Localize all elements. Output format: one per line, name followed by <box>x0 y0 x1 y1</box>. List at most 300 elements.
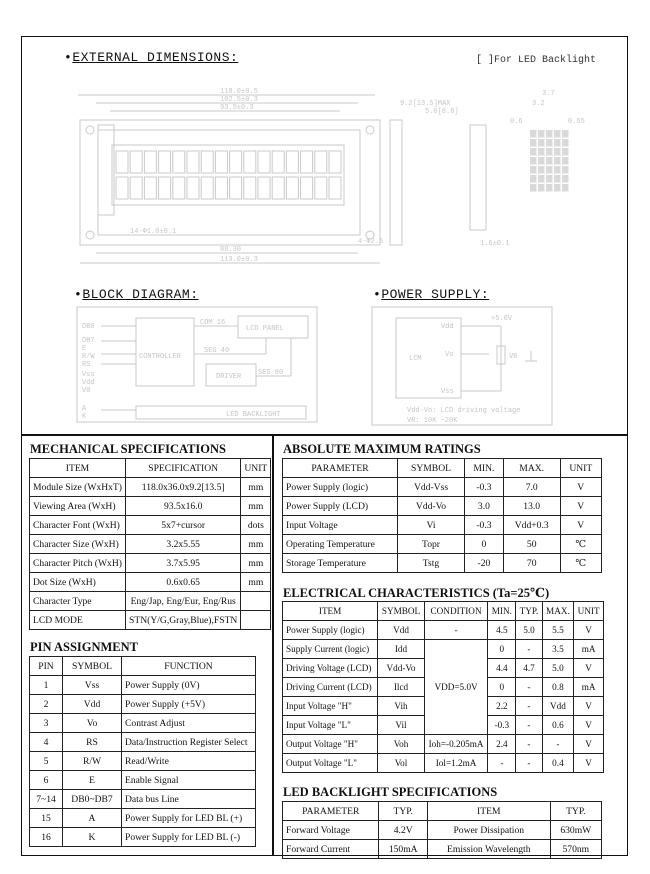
character-dot <box>538 157 545 165</box>
table-cell: - <box>516 678 542 697</box>
power-supply-title: •POWER SUPPLY: <box>373 287 490 302</box>
table-cell: 7~14 <box>30 790 63 809</box>
lcd-panel-label: LCD PANEL <box>246 325 284 333</box>
character-dot <box>546 184 553 192</box>
table-cell: - <box>516 735 542 754</box>
character-dot <box>554 139 561 147</box>
backlight-note: [ ]For LED Backlight <box>476 55 597 66</box>
col-unit: UNIT <box>241 459 271 478</box>
table-cell: 50 <box>503 535 560 554</box>
table-row <box>30 828 256 847</box>
character-dot <box>554 175 561 183</box>
table-row <box>283 535 602 554</box>
character-cell <box>116 151 128 173</box>
table-cell: Contrast Adjust <box>122 714 256 733</box>
character-cell <box>286 151 298 173</box>
table-cell: 3 <box>30 714 63 733</box>
table-cell: Voh <box>378 735 425 754</box>
table-cell: Vdd+0.3 <box>503 516 560 535</box>
character-cell <box>201 151 213 173</box>
character-cell <box>215 177 227 199</box>
col-symbol: SYMBOL <box>398 459 465 478</box>
character-dot-detail <box>530 130 569 192</box>
col-min: MIN. <box>488 602 516 621</box>
table-cell: Module Size (WxHxT) <box>30 478 126 497</box>
character-dot <box>538 175 545 183</box>
power-supply-diagram <box>371 306 556 428</box>
table-cell: -20 <box>465 554 504 573</box>
electrical-title: ELECTRICAL CHARACTERISTICS (Ta=25℃) <box>283 586 550 600</box>
table-cell: V <box>574 697 604 716</box>
mechanical-specs-title: MECHANICAL SPECIFICATIONS <box>30 442 226 456</box>
table-cell: dots <box>241 516 271 535</box>
col-item: ITEM <box>283 602 378 621</box>
pin-db7: DB7 <box>82 337 95 345</box>
table-cell: -0.3 <box>465 478 504 497</box>
table-cell: Power Supply (logic) <box>283 621 378 640</box>
table-cell: K <box>63 828 122 847</box>
table-cell: 2.2 <box>488 697 516 716</box>
character-dot <box>530 157 537 165</box>
absolute-max-title: ABSOLUTE MAXIMUM RATINGS <box>283 442 481 456</box>
table-cell: 93.5x16.0 <box>126 497 241 516</box>
table-row <box>30 752 256 771</box>
table-cell: Vdd <box>378 621 425 640</box>
col-item: ITEM <box>427 802 550 821</box>
dim-bezel-height: 5.0[8.8] <box>425 108 459 116</box>
table-row <box>283 621 604 640</box>
table-cell: Character Type <box>30 592 126 611</box>
character-dot <box>530 175 537 183</box>
col-typ: TYP. <box>516 602 542 621</box>
table-cell: mm <box>241 573 271 592</box>
character-dot <box>562 157 569 165</box>
col-parameter: PARAMETER <box>283 802 379 821</box>
table-cell: Idd <box>378 640 425 659</box>
table-row <box>30 573 271 592</box>
character-dot <box>562 184 569 192</box>
col-pin: PIN <box>30 657 63 676</box>
table-cell: 4.2V <box>379 821 427 840</box>
table-cell: Input Voltage "H" <box>283 697 378 716</box>
table-cell: - <box>488 754 516 773</box>
character-cell <box>159 177 171 199</box>
table-row <box>30 809 256 828</box>
character-dot <box>546 130 553 138</box>
column-divider <box>272 434 274 856</box>
table-cell: Data/Instruction Register Select <box>122 733 256 752</box>
character-cell <box>272 151 284 173</box>
electrical-table <box>282 601 604 773</box>
lcd-character-cells <box>116 151 341 199</box>
pin-rs: RS <box>82 361 91 369</box>
pin-v0: V0 <box>82 387 91 395</box>
table-cell: 2.4 <box>488 735 516 754</box>
table-cell: Vss <box>63 676 122 695</box>
table-cell: Power Supply (0V) <box>122 676 256 695</box>
character-cell <box>301 177 313 199</box>
table-cell: Vi <box>398 516 465 535</box>
pin-vdd: Vdd <box>82 379 95 387</box>
character-cell <box>116 177 128 199</box>
character-dot <box>546 166 553 174</box>
absolute-max-table <box>282 458 602 573</box>
table-cell: Dot Size (WxH) <box>30 573 126 592</box>
table-row <box>30 676 256 695</box>
table-cell: Power Supply (LCD) <box>283 497 398 516</box>
table-cell: 3.0 <box>465 497 504 516</box>
table-cell: Vol <box>378 754 425 773</box>
table-cell: R/W <box>63 752 122 771</box>
table-cell: V <box>574 754 604 773</box>
table-cell: 6 <box>30 771 63 790</box>
table-row <box>283 840 602 859</box>
dim-pcb-thickness: 1.6±0.1 <box>480 240 510 248</box>
character-cell <box>286 177 298 199</box>
table-row <box>30 478 271 497</box>
character-cell <box>215 151 227 173</box>
character-cell <box>258 177 270 199</box>
table-cell: Iol=1.2mA <box>424 754 488 773</box>
table-cell: Vdd-Vo <box>378 659 425 678</box>
character-dot <box>562 148 569 156</box>
table-row <box>283 754 604 773</box>
table-cell <box>241 611 271 630</box>
col-max: MAX. <box>503 459 560 478</box>
seg40-label: SEG 40 <box>204 347 230 355</box>
pin-a: A <box>82 405 87 413</box>
dim-pin-holes: 14-Φ1.0±0.1 <box>130 228 177 236</box>
table-cell: Eng/Jap, Eng/Eur, Eng/Rus <box>126 592 241 611</box>
table-row <box>30 535 271 554</box>
col-symbol: SYMBOL <box>378 602 425 621</box>
table-row <box>283 554 602 573</box>
dim-dot-width: 0.6 <box>510 118 523 126</box>
character-dot <box>530 148 537 156</box>
table-row <box>283 478 602 497</box>
table-cell: V <box>574 735 604 754</box>
col-unit: UNIT <box>560 459 601 478</box>
table-cell: mm <box>241 478 271 497</box>
table-row <box>283 821 602 840</box>
dim-mount-holes: 4-Φ2.5 <box>358 238 384 246</box>
vr-label: VR <box>509 353 518 361</box>
pin-assignment-table <box>29 656 256 847</box>
led-backlight-label: LED BACKLIGHT <box>226 411 281 419</box>
table-cell: - <box>516 640 542 659</box>
table-cell: Ilcd <box>378 678 425 697</box>
character-dot <box>562 175 569 183</box>
table-cell: V <box>574 716 604 735</box>
table-cell: Vil <box>378 716 425 735</box>
table-cell: 13.0 <box>503 497 560 516</box>
col-symbol: SYMBOL <box>63 657 122 676</box>
table-row <box>30 733 256 752</box>
table-cell: Tstg <box>398 554 465 573</box>
mechanical-specs-table <box>29 458 271 630</box>
table-cell: V <box>560 516 601 535</box>
table-cell: 7.0 <box>503 478 560 497</box>
character-cell <box>301 151 313 173</box>
table-cell: - <box>424 621 488 640</box>
col-typ: TYP. <box>550 802 601 821</box>
col-specification: SPECIFICATION <box>126 459 241 478</box>
table-cell: 4 <box>30 733 63 752</box>
table-cell: ℃ <box>560 535 601 554</box>
dim-overall-width: 118.0±0.5 <box>220 88 258 96</box>
character-cell <box>315 151 327 173</box>
table-cell: RS <box>63 733 122 752</box>
character-cell <box>130 151 142 173</box>
table-cell: Storage Temperature <box>283 554 398 573</box>
character-dot <box>554 130 561 138</box>
seg80-label: SEG 80 <box>258 369 284 377</box>
table-cell: Vo <box>63 714 122 733</box>
table-cell: Topr <box>398 535 465 554</box>
table-cell: Vdd <box>542 697 574 716</box>
pin-vss: Vss <box>82 371 95 379</box>
table-cell: Character Pitch (WxH) <box>30 554 126 573</box>
character-dot <box>554 157 561 165</box>
character-dot <box>562 166 569 174</box>
col-unit: UNIT <box>574 602 604 621</box>
table-cell: Output Voltage "H" <box>283 735 378 754</box>
dim-view-width: 93.5±0.3 <box>220 104 254 112</box>
table-cell: Read/Write <box>122 752 256 771</box>
character-dot <box>554 184 561 192</box>
table-cell: 4.5 <box>488 621 516 640</box>
character-dot <box>554 166 561 174</box>
character-cell <box>244 177 256 199</box>
table-cell: 0.4 <box>542 754 574 773</box>
table-row <box>30 790 256 809</box>
col-typ: TYP. <box>379 802 427 821</box>
table-cell: 5.5 <box>542 621 574 640</box>
table-cell: 16 <box>30 828 63 847</box>
table-cell: - <box>516 754 542 773</box>
table-header-row <box>283 459 602 478</box>
vo-label: Vo <box>445 351 454 359</box>
table-cell: 0 <box>488 640 516 659</box>
table-cell: 2 <box>30 695 63 714</box>
table-cell: A <box>63 809 122 828</box>
table-cell: mm <box>241 554 271 573</box>
table-cell: V <box>574 621 604 640</box>
character-cell <box>130 177 142 199</box>
table-cell: 5x7+cursor <box>126 516 241 535</box>
table-cell: Emission Wavelength <box>427 840 550 859</box>
col-function: FUNCTION <box>122 657 256 676</box>
dim-char-pitch: 3.7 <box>542 90 555 98</box>
character-cell <box>244 151 256 173</box>
controller-label: CONTROLLER <box>139 353 182 361</box>
character-cell <box>329 151 341 173</box>
table-cell: STN(Y/G,Gray,Blue),FSTN <box>126 611 241 630</box>
vdd-label: Vdd <box>441 323 454 331</box>
col-max: MAX. <box>542 602 574 621</box>
character-cell <box>187 151 199 173</box>
pin-k: K <box>82 413 87 421</box>
character-dot <box>538 130 545 138</box>
table-cell: V <box>560 497 601 516</box>
character-dot <box>538 184 545 192</box>
table-cell: LCD MODE <box>30 611 126 630</box>
character-cell <box>329 177 341 199</box>
character-dot <box>546 139 553 147</box>
table-cell: ℃ <box>560 554 601 573</box>
table-cell: 3.2x5.55 <box>126 535 241 554</box>
character-dot <box>538 148 545 156</box>
character-cell <box>173 151 185 173</box>
table-cell <box>241 592 271 611</box>
table-cell: Driving Voltage (LCD) <box>283 659 378 678</box>
character-dot <box>530 130 537 138</box>
table-cell: mA <box>574 678 604 697</box>
led-backlight-table <box>282 801 602 859</box>
character-dot <box>530 139 537 147</box>
table-cell: Character Font (WxH) <box>30 516 126 535</box>
table-cell: Supply Current (logic) <box>283 640 378 659</box>
pin-assignment-title: PIN ASSIGNMENT <box>30 640 139 654</box>
dim-hole-pitch: 102.5±0.3 <box>220 96 258 104</box>
external-dimensions-drawing <box>40 75 610 275</box>
character-cell <box>230 151 242 173</box>
col-min: MIN. <box>465 459 504 478</box>
section-divider <box>21 434 628 436</box>
table-row <box>283 735 604 754</box>
table-cell: mm <box>241 497 271 516</box>
table-cell: 3.5 <box>542 640 574 659</box>
table-cell: Driving Current (LCD) <box>283 678 378 697</box>
driver-label: DRIVER <box>216 373 242 381</box>
character-cell <box>258 151 270 173</box>
character-dot <box>562 130 569 138</box>
table-cell: Input Voltage <box>283 516 398 535</box>
character-cell <box>144 151 156 173</box>
table-header-row <box>30 459 271 478</box>
power-caption-1: Vdd-Vo: LCD driving voltage <box>407 407 521 415</box>
vss-label: Vss <box>441 388 454 396</box>
col-parameter: PARAMETER <box>283 459 398 478</box>
dim-char-width: 3.2 <box>532 100 545 108</box>
table-cell: Operating Temperature <box>283 535 398 554</box>
lcm-label: LCM <box>409 355 422 363</box>
table-cell: 3.7x5.95 <box>126 554 241 573</box>
com-label: COM 16 <box>200 319 226 327</box>
table-cell: mm <box>241 535 271 554</box>
table-cell: - <box>542 735 574 754</box>
table-cell: 570nm <box>550 840 601 859</box>
table-cell: Character Size (WxH) <box>30 535 126 554</box>
table-cell: mA <box>574 640 604 659</box>
table-cell: Viewing Area (WxH) <box>30 497 126 516</box>
condition-merged-cell: VDD=5.0V <box>424 640 488 735</box>
table-header-row <box>30 657 256 676</box>
table-row <box>283 497 602 516</box>
table-row <box>30 497 271 516</box>
table-row <box>30 611 271 630</box>
character-cell <box>159 151 171 173</box>
table-cell: Output Voltage "L" <box>283 754 378 773</box>
character-dot <box>546 157 553 165</box>
dim-pcb-width: 113.0±0.3 <box>220 256 258 264</box>
table-cell: Power Supply for LED BL (-) <box>122 828 256 847</box>
table-cell: 630mW <box>550 821 601 840</box>
character-cell <box>187 177 199 199</box>
table-cell: Forward Voltage <box>283 821 379 840</box>
table-cell: 118.0x36.0x9.2[13.5] <box>126 478 241 497</box>
plus5v-label: +5.0V <box>491 315 513 323</box>
table-row <box>30 714 256 733</box>
table-row <box>30 554 271 573</box>
pin-e: E <box>82 345 87 353</box>
character-cell <box>201 177 213 199</box>
character-dot <box>554 148 561 156</box>
table-header-row <box>283 802 602 821</box>
table-cell: Vdd-Vss <box>398 478 465 497</box>
character-dot <box>546 148 553 156</box>
dim-thickness: 9.2[13.5]MAX <box>400 100 451 108</box>
block-diagram-title: •BLOCK DIAGRAM: <box>74 287 199 302</box>
table-cell: 5.0 <box>542 659 574 678</box>
table-cell: Ioh=-0.205mA <box>424 735 488 754</box>
table-cell: - <box>516 716 542 735</box>
table-cell: 0.6 <box>542 716 574 735</box>
character-dot <box>538 139 545 147</box>
col-item: ITEM <box>30 459 126 478</box>
table-cell: DB0~DB7 <box>63 790 122 809</box>
table-header-row <box>283 602 604 621</box>
table-cell: 0 <box>465 535 504 554</box>
pin-rw: R/W <box>82 353 95 361</box>
table-cell: 150mA <box>379 840 427 859</box>
table-cell: Forward Current <box>283 840 379 859</box>
character-cell <box>230 177 242 199</box>
table-cell: E <box>63 771 122 790</box>
table-cell: 0 <box>488 678 516 697</box>
table-row <box>30 695 256 714</box>
col-condition: CONDITION <box>424 602 488 621</box>
table-row <box>283 640 604 659</box>
table-cell: Power Supply (+5V) <box>122 695 256 714</box>
character-cell <box>144 177 156 199</box>
table-cell: Power Dissipation <box>427 821 550 840</box>
dim-hole-span: 88.30 <box>220 246 242 254</box>
table-cell: Input Voltage "L" <box>283 716 378 735</box>
dim-dot-height: 0.65 <box>568 118 585 126</box>
character-cell <box>315 177 327 199</box>
table-cell: 0.6x0.65 <box>126 573 241 592</box>
table-cell: 4.4 <box>488 659 516 678</box>
character-dot <box>546 175 553 183</box>
character-cell <box>173 177 185 199</box>
table-cell: V <box>574 659 604 678</box>
table-cell: Power Supply for LED BL (+) <box>122 809 256 828</box>
table-cell: Power Supply (logic) <box>283 478 398 497</box>
table-cell: Data bus Line <box>122 790 256 809</box>
character-dot <box>530 184 537 192</box>
table-cell: Vdd-Vo <box>398 497 465 516</box>
table-cell: 5.0 <box>516 621 542 640</box>
character-dot <box>562 139 569 147</box>
table-cell: Enable Signal <box>122 771 256 790</box>
table-row <box>30 592 271 611</box>
power-caption-2: VR: 10K ~20K <box>407 417 458 425</box>
table-cell: 70 <box>503 554 560 573</box>
table-cell: 15 <box>30 809 63 828</box>
table-cell: - <box>516 697 542 716</box>
block-diagram <box>76 306 321 426</box>
